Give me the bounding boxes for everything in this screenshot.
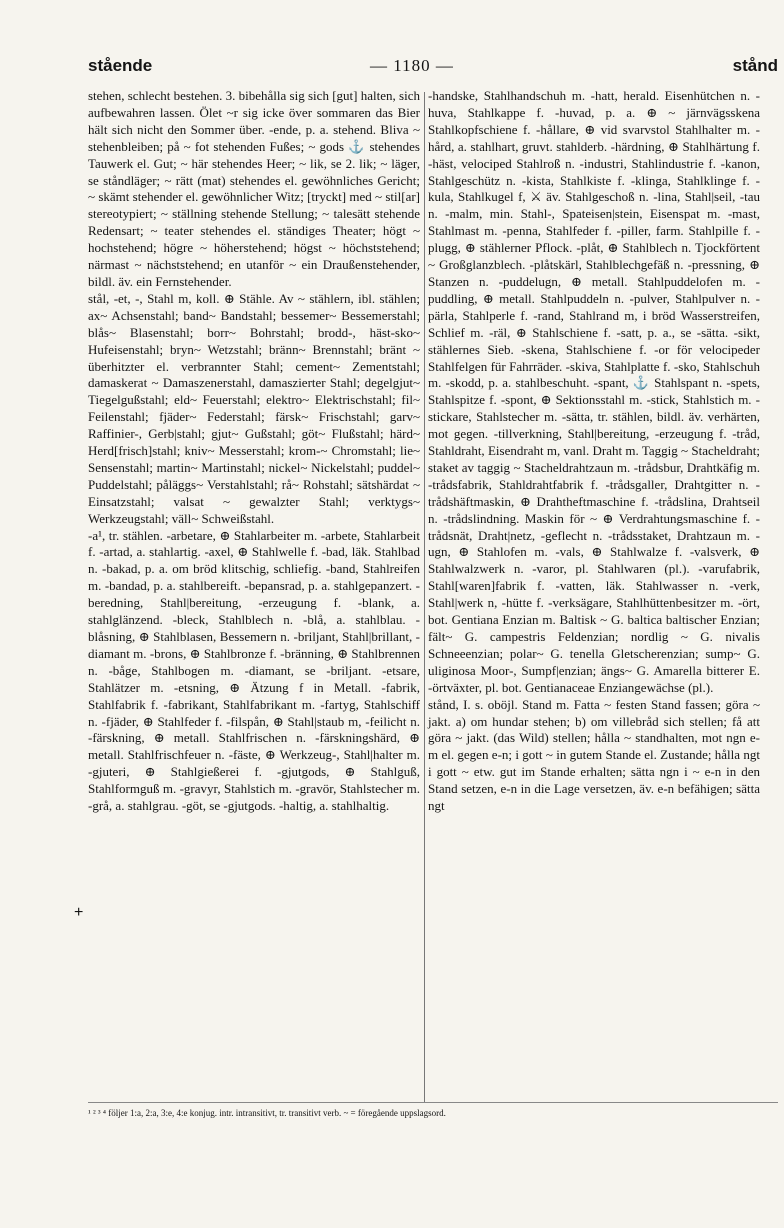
page-number: — 1180 — — [370, 56, 454, 75]
right-column — [428, 88, 760, 815]
margin-mark: + — [74, 904, 84, 921]
entry-paragraph: -a¹, tr. stählen. -arbetare, ⊕ Stahlarbeiter m. -arbete, Stahlarbeit f. -artad, a. stahlartig. -axel, ⊕ Stahlwelle f. -bad, läk. Stahlbad n. -bakad, p. a. om bröd klitschig, schliefig. -band, Stahlreifen m. -bandad, p. a. stahlbereift. -bepansrad, p. a. stahlgepanzert. -beredning, Stahl|bereitung, -erzeugung f. -blank, a. stahlglänzend. -bleck, Stahlblech n. -blå, a. stahlblau. -blåsning, ⊕ Stahlblasen, Bessemern n. -briljant, Stahl|brillant, -diamant m. -brons, ⊕ Stahlbronze f. -bränning, ⊕ Stahlbrennen n. -båge, Stahlbogen m. -diamant, se -briljant. -etsare, Stahlätzer m. -etsning, ⊕ Ätzung f in Metall. -fabrik, Stahlfabrik f. -fabrikant, Stahlfabrikant m. -fartyg, Stahlschiff n. -fjäder, ⊕ Stahlfeder f. -filspån, ⊕ Stahl|staub m, -feilicht n. -färskning, ⊕ metall. Stahlfrischen n. -färskningshärd, ⊕ metall. Stahlfrischfeuer n. -fäste, ⊕ Werkzeug-, Stahl|halter m. -gjuteri, ⊕ Stahlgießerei f. -gjutgods, ⊕ Stahlguß, Stahlformguß m. -gravyr, Stahlstich m. -gravör, Stahlstecher m. -grå, a. stahlgrau. -göt, se -gjutgods. -haltig, a. stahlhaltig. — [88, 527, 420, 814]
entry-paragraph: stål, -et, -, Stahl m, koll. ⊕ Stähle. Av ~ stählern, ibl. stählen; ax~ Achsenstahl; band~ Bandstahl; bessemer~ Bessemerstahl; blås~ Blasenstahl; borr~ Bohrstahl; brodd-, häst-sko~ Hufeisenstahl; bryn~ Wetzstahl; bränn~ Brennstahl; bränt ~ überhitzter el. verbrannter Stahl; cement~ Zementstahl; damaskerat ~ Damaszenerstahl, damaszierter Stahl; degelgjut~ Tiegelgußstahl; eld~ Feuerstahl; elektro~ Elektrischstahl; fil~ Feilenstahl; fjäder~ Federstahl; färsk~ Frischstahl; garv~ Raffinier-, Gerb|stahl; gjut~ Gußstahl; göt~ Flußstahl; härd~ Herd[frisch]stahl; kniv~ Messerstahl; krom-~ Chromstahl; lie~ Sensenstahl; martin~ Martinstahl; nickel~ Nickelstahl; puddel~ Puddelstahl; påläggs~ Verstahlstahl; rå~ Rohstahl; sätshärdat ~ Einsatzstahl; valsat ~ gewalzter Stahl; verktygs~ Werkzeugstahl; väll~ Schweißstahl. — [88, 290, 420, 526]
page-header — [88, 56, 778, 80]
entry-paragraph: stehen, schlecht bestehen. 3. bibehålla sig sich [gut] halten, sich aufbewahren lassen. Ölet ~r sig icke över sommaren das Bier hält sich nicht den Sommer über. -ende, p. a. stehend. Bliva ~ stehenbleiben; på ~ fot stehenden Fußes; ~ gods ⚓ stehendes Tauwerk el. Gut; ~ här stehendes Heer; ~ lik, se 2. lik; ~ läger, se ståndläger; ~ rätt (mat) stehendes el. gewöhnliches Gericht; ~ skämt stehender el. gewöhnlicher Witz; [tryckt] med ~ stil[ar] stereotypiert; ~ ställning stehende Stellung; ~ talesätt stehende Redensart; ~ teater stehendes el. ständiges Theater; högt ~ hochstehend; högre ~ höherstehend; högst ~ höchststehend; närmast ~ nächststehend; en utanför ~ ein Draußenstehender, bildl. äv. ein Fernstehender. — [88, 88, 420, 289]
entry-paragraph: stånd, I. s. oböjl. Stand m. Fatta ~ festen Stand fassen; göra ~ jakt. a) om hundar stehen; b) om villebråd sich stellen; få att göra ~ jakt. (das Wild) stellen; hålla ~ standhalten, mot ngn e-m el. gegen e-n; i gott ~ in gutem Stande el. Zustande; hålla ngt i gott ~ etw. gut im Stande erhalten; sätta ngn i ~ e-n in den Stand setzen, e-n in die Lage versetzen, äv. e-n befähigen; sätta ngt — [428, 696, 760, 814]
running-head-left: stående — [88, 56, 153, 75]
running-head-right: stånd — [732, 56, 778, 75]
footer-rule — [88, 1102, 778, 1103]
left-column — [88, 88, 420, 815]
column-divider — [424, 92, 425, 1102]
entry-paragraph: -handske, Stahlhandschuh m. -hatt, herald. Eisenhütchen n. -huva, Stahlkappe f. -huvad, p. a. ⊕ ~ järnvägsskena Stahlkopfschiene f. -hållare, ⊕ vid svarvstol Stahlhalter m. -hård, a. stahlhart, gruvt. stahlderb. -härdning, ⊕ Stahlhärtung f. -häst, velociped Stahlroß n. -industri, Stahlindustrie f. -kanon, Stahlgeschütz n. -kista, Stahlkiste f. -klinga, Stahlklinge f. -kula, Stahlkugel f, ⚔ äv. Stahlgeschoß n. -lina, Stahl|seil, -tau n. -malm, min. Stahl-, Spateisen|stein, Eisenspat m. -mast, Stahlmast m. -penna, Stahlfeder f. -piller, farm. Stahlpille f. -plugg, ⊕ stählerner Pflock. -plåt, ⊕ Stahlblech n. Tjockförtent ~ Großglanzblech. -plåtskärl, Stahlblechgefäß n. -pressning, ⊕ Stanzen n. -puddelugn, ⊕ metall. Stahlpuddelofen m. -puddling, ⊕ metall. Stahlpuddeln n. -pulver, Stahlpulver n. -pärla, Stahlperle f. -rand, Stahlrand m, i bröd Wasserstreifen, Schlief m. -räl, ⊕ Stahlschiene f. -satt, p. a., se -sätta. -sikt, stählernes Sieb. -skena, Stahlschiene f. -or för velocipeder Stahlfelgen für Fahrräder. -skiva, Stahlplatte f. -sko, Stahlschuh m. -skodd, p. a. stahlbeschuht. -spant, ⚓ Stahlspant n. -spets, Stahlspitze f. -spont, ⊕ Sektionsstahl m. -stick, Stahlstich m. -stickare, Stahlstecher m. -sätta, tr. stählen, bildl. äv. verhärten, mot gegen. -tillverkning, Stahl|bereitung, -erzeugung f. -tråd, Stahldraht, Eisendraht m, vanl. Draht m. Taggig ~ Stacheldraht; staket av taggig ~ Stacheldrahtzaun m. -trådsbur, Drahtkäfig m. -trådsfabrik, Stahldrahtfabrik f. -trådsgaller, Drahtgitter n. -trådshäftmaskin, ⊕ Drahtheftmaschine f. -trådslina, Drahtseil n. -trådslindning. Maskin för ~ ⊕ Verdrahtungsmaschine f. -trådsnät, Draht|netz, -geflecht n. -trådsstaket, Drahtzaun m. -ugn, ⊕ Stahlofen m. -vals, ⊕ Stahlwalze f. -valsverk, ⊕ Stahlwalzwerk n. -varor, pl. Stahlwaren (pl.). -varufabrik, Stahl[waren]fabrik f. -vatten, läk. Stahlwasser n. -verk, Stahl|werk n, -hütte f. -verksägare, Stahlhüttenbesitzer m. -ört, bot. Gentiana Enzian m. Baltisk ~ G. baltica baltischer Enzian; fält~ G. campestris Feldenzian; nordlig ~ G. nivalis Schneeenzian; polar~ G. tenella Gletscherenzian; sump~ G. uliginosa Moor-, Sumpf|enzian; ängs~ G. Amarella bitterer E. -örtväxter, pl. bot. Gentianaceae Enziangewächse (pl.). — [428, 88, 760, 695]
page-footer: ¹ ² ³ ⁴ följer 1:a, 2:a, 3:e, 4:e konjug. intr. intransitivt, tr. transitivt verb. ~ = föregående uppslagsord. — [88, 1108, 446, 1118]
